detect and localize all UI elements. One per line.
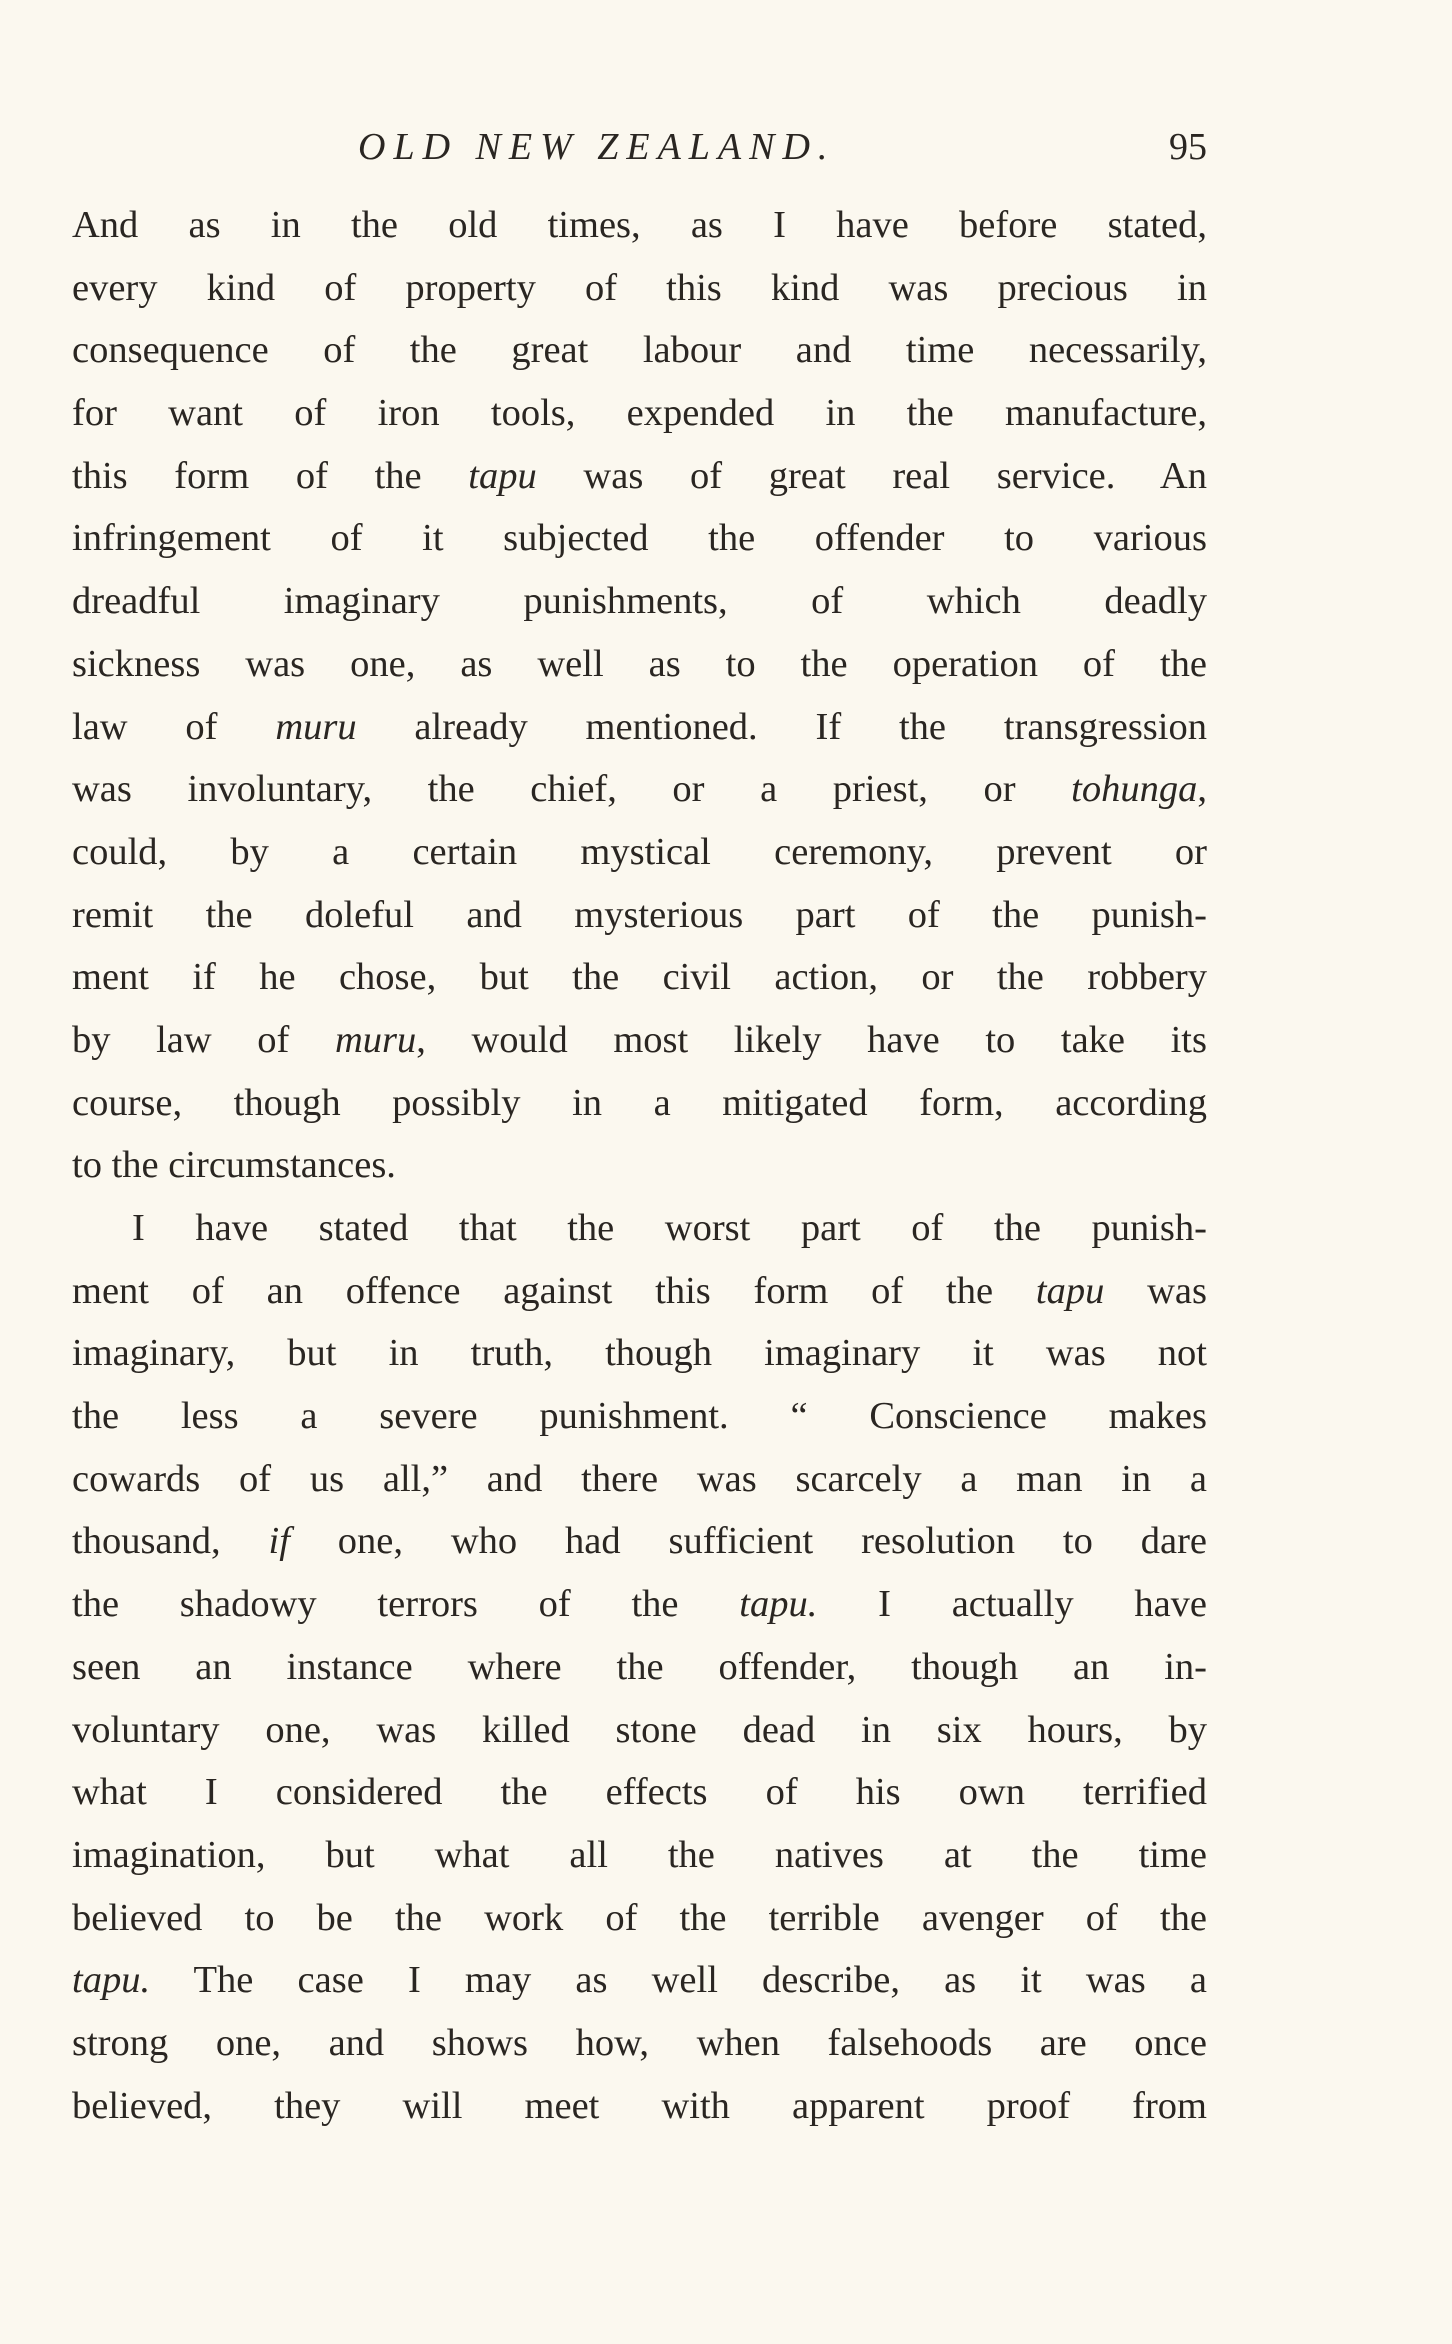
text-line: imaginary, but in truth, though imaginary it was not bbox=[72, 1332, 1207, 1375]
text-line: believed to be the work of the terrible avenger of the bbox=[72, 1896, 1207, 1939]
page-number: 95 bbox=[1169, 126, 1207, 168]
text-line: imagination, but what all the natives at the time bbox=[72, 1833, 1207, 1876]
text-line: tapu. The case I may as well describe, as it was a bbox=[72, 1959, 1207, 2002]
text-line: thousand, if one, who had sufficient resolution to dare bbox=[72, 1520, 1207, 1563]
text-line: believed, they will meet with apparent proof from bbox=[72, 2084, 1207, 2127]
text-line: strong one, and shows how, when falsehoods are once bbox=[72, 2021, 1207, 2064]
text-line: every kind of property of this kind was precious in bbox=[72, 266, 1207, 309]
text-line: remit the doleful and mysterious part of the punish- bbox=[72, 893, 1207, 936]
italic-term: muru bbox=[334, 1018, 417, 1061]
text-line: I have stated that the worst part of the punish- bbox=[132, 1207, 1207, 1249]
text-line: infringement of it subjected the offender to various bbox=[72, 517, 1207, 560]
text-line: ment of an offence against this form of the tapu was bbox=[72, 1269, 1207, 1312]
text-line: the shadowy terrors of the tapu. I actually have bbox=[72, 1583, 1207, 1626]
text-line: could, by a certain mystical ceremony, prevent or bbox=[72, 830, 1207, 873]
italic-term: muru bbox=[275, 705, 357, 748]
text-line: for want of iron tools, expended in the manufacture, bbox=[72, 392, 1207, 435]
paragraph-1 bbox=[72, 194, 1207, 1197]
paragraph-2 bbox=[72, 1197, 1207, 2137]
text-line: law of muru already mentioned. If the transgression bbox=[72, 705, 1207, 748]
text-line: dreadful imaginary punishments, of which deadly bbox=[72, 580, 1207, 623]
text-line: to the circumstances. bbox=[72, 1144, 396, 1187]
text-line: what I considered the effects of his own terrified bbox=[72, 1771, 1207, 1814]
italic-term: if bbox=[268, 1520, 290, 1563]
text-line: cowards of us all,” and there was scarcely a man in a bbox=[72, 1457, 1207, 1500]
text-line: sickness was one, as well as to the operation of the bbox=[72, 642, 1207, 685]
italic-term: tapu. bbox=[739, 1583, 818, 1626]
italic-term: tapu. bbox=[72, 1959, 151, 2002]
text-line: this form of the tapu was of great real service. An bbox=[72, 454, 1207, 497]
text-line: seen an instance where the offender, though an in- bbox=[72, 1645, 1207, 1688]
text-line: course, though possibly in a mitigated form, according bbox=[72, 1081, 1207, 1124]
text-line: ment if he chose, but the civil action, or the robbery bbox=[72, 956, 1207, 999]
text-line: the less a severe punishment. “ Conscience makes bbox=[72, 1395, 1207, 1438]
text-line: consequence of the great labour and time necessarily, bbox=[72, 329, 1207, 372]
text-line: voluntary one, was killed stone dead in six hours, by bbox=[72, 1708, 1207, 1751]
text-line: by law of muru, would most likely have to take its bbox=[72, 1018, 1207, 1061]
body-text bbox=[72, 194, 1207, 2137]
italic-term: tapu bbox=[1035, 1269, 1105, 1312]
running-head bbox=[72, 122, 1207, 172]
text-line: was involuntary, the chief, or a priest, or tohunga, bbox=[72, 768, 1207, 811]
text-line: And as in the old times, as I have before stated, bbox=[72, 204, 1207, 246]
italic-term: tapu bbox=[468, 454, 537, 497]
running-title: OLD NEW ZEALAND. bbox=[358, 126, 836, 168]
italic-term: tohunga bbox=[1071, 768, 1198, 811]
